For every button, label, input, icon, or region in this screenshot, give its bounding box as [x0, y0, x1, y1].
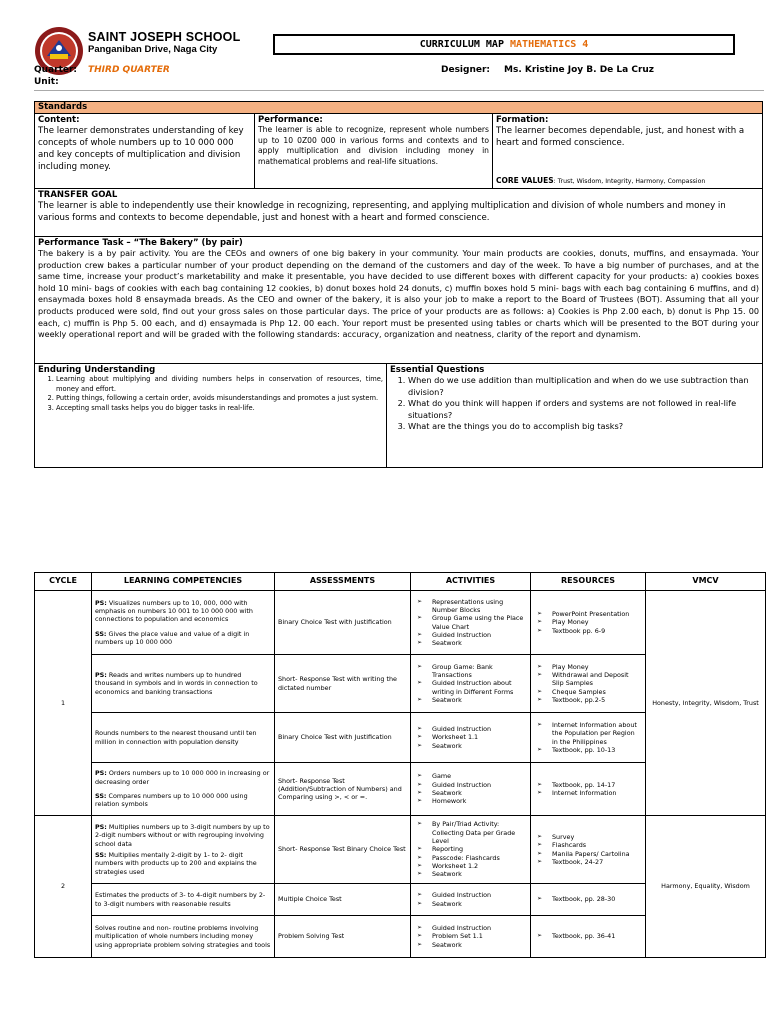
performance-standard-cell [254, 113, 493, 189]
col-header-cycle: CYCLE [35, 573, 92, 591]
activity-item: ➢ Seatwork [414, 900, 527, 908]
activity-item: ➢ Guided Instruction about writing in Different Forms [414, 679, 527, 696]
col-header-competencies: LEARNING COMPETENCIES [92, 573, 275, 591]
ps-text: Orders numbers up to 10 000 000 in increasing or decreasing order [95, 769, 270, 786]
resource-item: ➢ Play Money [534, 663, 642, 671]
col-header-activities: ACTIVITIES [411, 573, 531, 591]
resource-item: ➢ Textbook, pp. 14-17 [534, 781, 642, 789]
table-header-row [35, 573, 766, 591]
cycle-cell: 2 [35, 816, 92, 958]
essential-questions-cell [386, 363, 763, 468]
table-row [35, 816, 766, 884]
curriculum-table [34, 572, 766, 958]
enduring-item: 3. Accepting small tasks helps you do bigger tasks in real-life. [56, 404, 383, 414]
resource-item: ➢ Withdrawal and Deposit Slip Samples [534, 671, 642, 688]
resource-item: ➢ Textbook, 24-27 [534, 858, 642, 866]
vmcv-cell: Honesty, Integrity, Wisdom, Trust [646, 591, 766, 816]
enduring-understanding-cell [34, 363, 387, 468]
activity-item: ➢ Guided Instruction [414, 631, 527, 639]
activity-item: ➢ Homework [414, 797, 527, 805]
enduring-item: 2. Putting things, following a certain order, avoids misunderstandings and promotes a just system. [56, 394, 383, 404]
col-header-assessments: ASSESSMENTS [275, 573, 411, 591]
assessment-cell: Binary Choice Test with Justification [275, 591, 411, 655]
activity-item: ➢ Seatwork [414, 696, 527, 704]
page-title [273, 34, 735, 55]
resource-item: ➢ Textbook pp. 6-9 [534, 627, 642, 635]
resource-item: ➢ Flashcards [534, 841, 642, 849]
activity-item: ➢ Representations using Number Blocks [414, 598, 527, 615]
activities-cell [411, 884, 531, 916]
resource-item: ➢ Manila Papers/ Cartolina [534, 850, 642, 858]
assessment-cell: Short- Response Test Binary Choice Test [275, 816, 411, 884]
ss-label: SS: [95, 851, 107, 859]
quarter-label: Quarter: [34, 65, 78, 75]
standards-heading: Standards [34, 101, 763, 114]
school-address: Panganiban Drive, Naga City [88, 44, 218, 55]
resource-item: ➢ Textbook, pp.2-5 [534, 696, 642, 704]
essential-item: 3. What are the things you do to accomplish big tasks? [408, 421, 759, 433]
performance-task-cell [34, 236, 763, 364]
activity-item: ➢ Passcode: Flashcards [414, 854, 527, 862]
ss-text: Compares numbers up to 10 000 000 using relation symbols [95, 792, 248, 809]
activity-item: ➢ Seatwork [414, 789, 527, 797]
competency-cell: Solves routine and non- routine problems involving multiplication of whole numbers including money using appropriate problem solving strategies and tools [92, 916, 275, 958]
activity-item: ➢ Guided Instruction [414, 725, 527, 733]
quarter-value: THIRD QUARTER [88, 65, 170, 75]
assessment-cell: Problem Solving Test [275, 916, 411, 958]
enduring-item: 1. Learning about multiplying and dividing numbers helps in conservation of resources, time, money and effort. [56, 375, 383, 394]
resource-item: ➢ Textbook, pp. 36-41 [534, 932, 642, 940]
ps-text: Visualizes numbers up to 10, 000, 000 with emphasis on numbers 10 001 to 10 000 000 with connections to population and economics [95, 598, 253, 624]
resource-item: ➢ Play Money [534, 618, 642, 626]
activity-item: ➢ Group Game using the Place Value Chart [414, 614, 527, 631]
resource-item: ➢ Internet Information [534, 789, 642, 797]
performance-text: The learner is able to recognize, represent whole numbers up to 10 0Z00 000 in various forms and contexts and to apply multiplication and division including money in mathematical problems and real-life situations. [258, 125, 489, 166]
resource-item: ➢ Cheque Samples [534, 688, 642, 696]
resources-cell [531, 713, 646, 763]
activities-cell [411, 763, 531, 816]
transfer-goal-cell [34, 188, 763, 237]
core-values [496, 176, 705, 185]
competency-cell [92, 591, 275, 655]
activities-cell [411, 816, 531, 884]
competency-cell [92, 655, 275, 713]
activity-item: ➢ Guided Instruction [414, 781, 527, 789]
content-label: Content: [38, 115, 80, 125]
school-name: SAINT JOSEPH SCHOOL [88, 30, 241, 44]
ss-text: Multiplies mentally 2-digit by 1- to 2- digit numbers with products up to 200 and explains the strategies used [95, 851, 257, 876]
activity-item: ➢ Group Game: Bank Transactions [414, 663, 527, 680]
ss-text: Gives the place value and value of a digit in numbers up 10 000 000 [95, 629, 250, 646]
assessment-cell: Multiple Choice Test [275, 884, 411, 916]
designer-label: Designer: [441, 65, 491, 75]
activity-item: ➢ Guided Instruction [414, 891, 527, 899]
resources-cell [531, 763, 646, 816]
col-header-resources: RESOURCES [531, 573, 646, 591]
performance-task-label: Performance Task – “The Bakery” (by pair) [38, 238, 243, 248]
resources-cell [531, 655, 646, 713]
core-values-label: CORE VALUES [496, 176, 554, 185]
resources-cell [531, 916, 646, 958]
assessment-cell: Short- Response Test with writing the dictated number [275, 655, 411, 713]
activity-item: ➢ Reporting [414, 845, 527, 853]
resource-item: ➢ Textbook, pp. 10-13 [534, 746, 642, 754]
col-header-vmcv: VMCV [646, 573, 766, 591]
ps-label: PS: [95, 769, 107, 778]
title-subject: MATHEMATICS 4 [510, 39, 589, 50]
activity-item: ➢ Game [414, 772, 527, 780]
transfer-goal-label: TRANSFER GOAL [38, 190, 118, 200]
essential-item: 2. What do you think will happen if orders and systems are not followed in real-life situations? [408, 398, 759, 421]
enduring-label: Enduring Understanding [38, 365, 156, 375]
assessment-cell: Binary Choice Test with Justification [275, 713, 411, 763]
activity-item: ➢ Problem Set 1.1 [414, 932, 527, 940]
activity-item: ➢ Worksheet 1.2 [414, 862, 527, 870]
ps-label: PS: [95, 598, 107, 607]
cycle-cell: 1 [35, 591, 92, 816]
enduring-list [38, 375, 383, 413]
table-row [35, 591, 766, 655]
formation-label: Formation: [496, 115, 549, 125]
activities-cell [411, 713, 531, 763]
formation-text: The learner becomes dependable, just, and honest with a heart and formed conscience. [496, 126, 745, 148]
essential-list [390, 375, 759, 433]
ps-text: Reads and writes numbers up to hundred thousand in symbols and in words in connection to economics and banking transactions [95, 671, 258, 696]
performance-task-text: The bakery is a by pair activity. You are the CEOs and owners of one big bakery in your community. Your main products are cookies, donuts, muffins, and ensaymada. Your production crew bakes a particular number of your product depending on the demand of the customers and day of the week. To have a big number of purchases, and at the same time, increase your product’s marketability and make it presentable, you have decided to use different boxes with different capacity for your products: a) cookies boxes hold 10 mini- bags of cookies with each bag containing 12 cookies, b) donut boxes hold 24 donuts, c) muffin boxes hold 5 mini- bags with each bag containing 6 muffins, and d) ensaymada boxes hold 8 ensaymada breads. As the CEO and owner of the bakery, it is also your job to make a report to the Board of Trustees (BOT). Assuming that all your products produced were sold, find out your gross sales on those particular days. The price of your products are as follows: a) Cookies is Php 2.00 each, b) donut is Php 15. 00 each, c) muffin is Php 5. 00 each, and d) ensaymada is Php 12. 00 each. Your report must be presented using tables or charts which will be presented to the BOT during your weekly operational report and will be graded with the following standards: accuracy, organization and neatness, clarity of the report and dynamism. [38, 248, 759, 340]
resource-item: ➢ Internet Information about the Population per Region in the Philippines [534, 721, 642, 746]
transfer-goal-text: The learner is able to independently use their knowledge in recognizing, representing, and applying multiplication and division of whole numbers and money in various forms and contexts to become dependable, just and honest with a heart and formed conscience. [38, 201, 726, 223]
activity-item: ➢ Seatwork [414, 639, 527, 647]
header-divider [34, 90, 764, 91]
ss-label: SS: [95, 629, 107, 638]
unit-label: Unit: [34, 77, 59, 87]
resources-cell [531, 816, 646, 884]
resource-item: ➢ PowerPoint Presentation [534, 610, 642, 618]
resource-item: ➢ Survey [534, 833, 642, 841]
assessment-cell: Short- Response Test (Addition/Subtraction of Numbers) and Comparing using >, < or =. [275, 763, 411, 816]
activity-item: ➢ Worksheet 1.1 [414, 733, 527, 741]
ps-label: PS: [95, 823, 107, 832]
designer-value: Ms. Kristine Joy B. De La Cruz [504, 65, 655, 75]
ps-text: Multiplies numbers up to 3-digit numbers by up to 2-digit numbers without or with regrouping involving school data [95, 823, 270, 848]
content-standard-cell [34, 113, 255, 189]
activities-cell [411, 591, 531, 655]
essential-label: Essential Questions [390, 365, 485, 375]
activity-item: ➢ Guided Instruction [414, 924, 527, 932]
performance-label: Performance: [258, 115, 323, 125]
title-prefix: CURRICULUM MAP [419, 39, 504, 50]
formation-standard-cell [492, 113, 763, 189]
activities-cell [411, 655, 531, 713]
resources-cell [531, 884, 646, 916]
content-text: The learner demonstrates understanding of key concepts of whole numbers up to 10 000 000 and key concepts of multiplication and division including money. [38, 126, 244, 172]
competency-cell: Estimates the products of 3- to 4-digit numbers by 2- to 3-digit numbers with reasonable results [92, 884, 275, 916]
competency-cell [92, 816, 275, 884]
competency-cell: Rounds numbers to the nearest thousand until ten million in connection with population density [92, 713, 275, 763]
competency-cell [92, 763, 275, 816]
activity-item: ➢ Seatwork [414, 742, 527, 750]
activities-cell [411, 916, 531, 958]
essential-item: 1. When do we use addition than multiplication and when do we use subtraction than division? [408, 375, 759, 398]
vmcv-cell: Harmony, Equality, Wisdom [646, 816, 766, 958]
ss-label: SS: [95, 792, 107, 800]
activity-item: ➢ Seatwork [414, 941, 527, 949]
resources-cell [531, 591, 646, 655]
core-values-text: : Trust, Wisdom, Integrity, Harmony, Compassion [553, 178, 706, 185]
activity-item: ➢ Seatwork [414, 870, 527, 878]
activity-item: ➢ By Pair/Triad Activity: Collecting Data per Grade Level [414, 820, 527, 845]
resource-item: ➢ Textbook, pp. 28-30 [534, 895, 642, 903]
ps-label: PS: [95, 671, 107, 680]
